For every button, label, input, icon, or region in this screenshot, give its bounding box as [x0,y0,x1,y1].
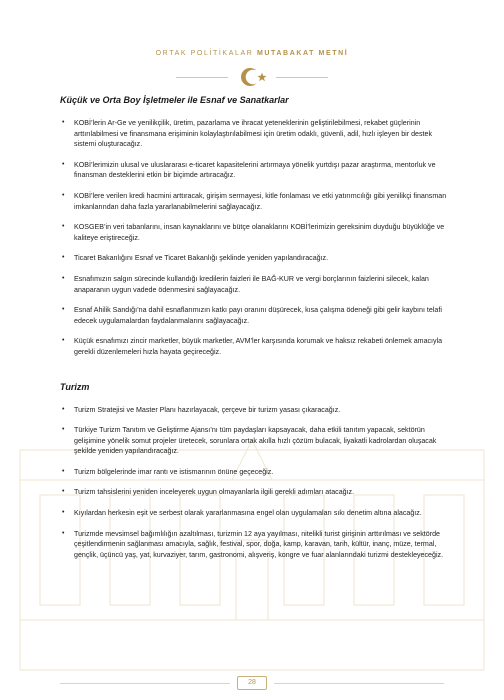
header-title-light: ORTAK POLİTİKALAR [155,50,254,57]
list-item: • Türkiye Turizm Tanıtım ve Geliştirme Ajansı’nı tüm paydaşları kapsayacak, daha etkili tanıtım yapacak, sektörün gelişimine yönelik somut projeler üretecek, sorunlara ortak akılla hızlı çözüm bulacak, liyakatli kadrolardan oluşacak şekilde yeniden yapılandıracağız. [62,426,437,456]
bullet-icon: • [62,488,65,496]
bullet-list [60,118,448,358]
main-content [60,95,448,570]
section-turizm [60,382,448,561]
header-title-bold: MUTABAKAT METNİ [256,50,349,57]
footer-divider-left [60,683,230,684]
list-item: • KOBİ’lerin Ar-Ge ve yenilikçilik, üretim, pazarlama ve ihracat yeteneklerinin geliştirilebilmesi, rekabet güçlerinin arttırılabilmesi ve finansmana erişiminin kolaylaştırılabilmesi için üretim odaklı, güvenli, adil, hızlı işleyen bir destek sistemi oluşturacağız. [62,119,432,149]
page-number: 28 [237,676,267,690]
list-item: • KOBİ’lere verilen kredi hacmini arttıracak, girişim sermayesi, kitle fonlaması ve etki yatırımcılığı gibi yenilikçi finansman imkanlarından daha fazla yararlanabilmelerini sağlayacağız. [62,191,447,211]
bullet-icon: • [62,467,65,475]
bullet-icon: • [62,426,65,434]
bullet-icon: • [62,274,65,282]
header-divider-right [276,77,328,78]
section-title: Küçük ve Orta Boy İşletmeler ile Esnaf ve Sanatkarlar [60,95,289,105]
document-header [0,50,504,57]
header-divider-left [176,77,228,78]
bullet-icon: • [62,509,65,517]
crescent-star-icon [231,63,273,91]
bullet-icon: • [62,405,65,413]
bullet-icon: • [62,529,65,537]
list-item: • Turizm tahsislerini yeniden inceleyerek uygun olmayanlarla ilgili gerekli adımları atacağız. [62,488,355,497]
bullet-icon: • [62,119,65,126]
footer-divider-right [274,683,444,684]
list-item: • KOSGEB’in veri tabanlarını, insan kaynaklarını ve bütçe olanaklarını KOBİ’lerimizin gereksinim duyduğu büyüklüğe ve kaliteye eriştireceğiz. [62,223,445,242]
list-item: • Turizm bölgelerinde imar rantı ve istismarının önüne geçeceğiz. [62,467,274,476]
bullet-icon: • [62,337,65,345]
list-item: • Esnaf Ahilik Sandığı’na dahil esnaflarımızın katkı payı oranını düşürecek, kısa çalışma ödeneği gibi gelir kaybını telafi edecek uygulamalardan faydalanmalarını sağlayacağız. [62,306,442,325]
list-item: • Turizmde mevsimsel bağımlılığın azaltılması, turizmin 12 aya yayılması, nitelikli turist girişinin arttırılması ve sektörde çeşitlendirmenin sağlanması amacıyla, sağlık, festival, spor, doğa, kamp, karavan, tarih, kültür, inanç, müze, termal, gençlik, üçüncü yaş, yat, kurvaziyer, tarım, gastronomi, alışveriş, kongre ve fuar alanlarındaki turizmi destekleyeceğiz. [62,529,444,559]
list-item: • Turizm Stratejisi ve Master Planı hazırlayacak, çerçeve bir turizm yasası çıkaracağız. [62,405,341,414]
list-item: • Kıyılardan herkesin eşit ve serbest olarak yararlanmasına engel olan uygulamaları sıkı denetim altına alacağız. [62,509,422,518]
bullet-list [60,405,448,561]
bullet-icon: • [62,223,65,231]
list-item: • Küçük esnafımızı zincir marketler, büyük marketler, AVM’ler karşısında korumak ve haksız rekabeti önlemek amacıyla gerekli düzenlemeleri hızla hayata geçireceğiz. [62,337,443,356]
list-item: • KOBİ’lerimizin ulusal ve uluslararası e-ticaret kapasitelerini artırmaya yönelik yurtdışı pazar araştırma, mentorluk ve finansman desteklerini etkin bir biçimde artıracağız. [62,160,436,180]
bullet-icon: • [62,306,65,314]
bullet-icon: • [62,191,65,199]
bullet-icon: • [62,160,65,168]
list-item: • Esnafımızın salgın sürecinde kullandığı kredilerin faizleri ile BAĞ-KUR ve vergi borçlarının faizlerini silecek, kalan anaparanın uygun vadede ödenmesini sağlayacağız. [62,274,429,294]
bullet-icon: • [62,254,65,262]
section-kobi [60,95,448,358]
section-title: Turizm [60,381,90,392]
list-item: • Ticaret Bakanlığını Esnaf ve Ticaret Bakanlığı şeklinde yeniden yapılandıracağız. [62,254,329,263]
